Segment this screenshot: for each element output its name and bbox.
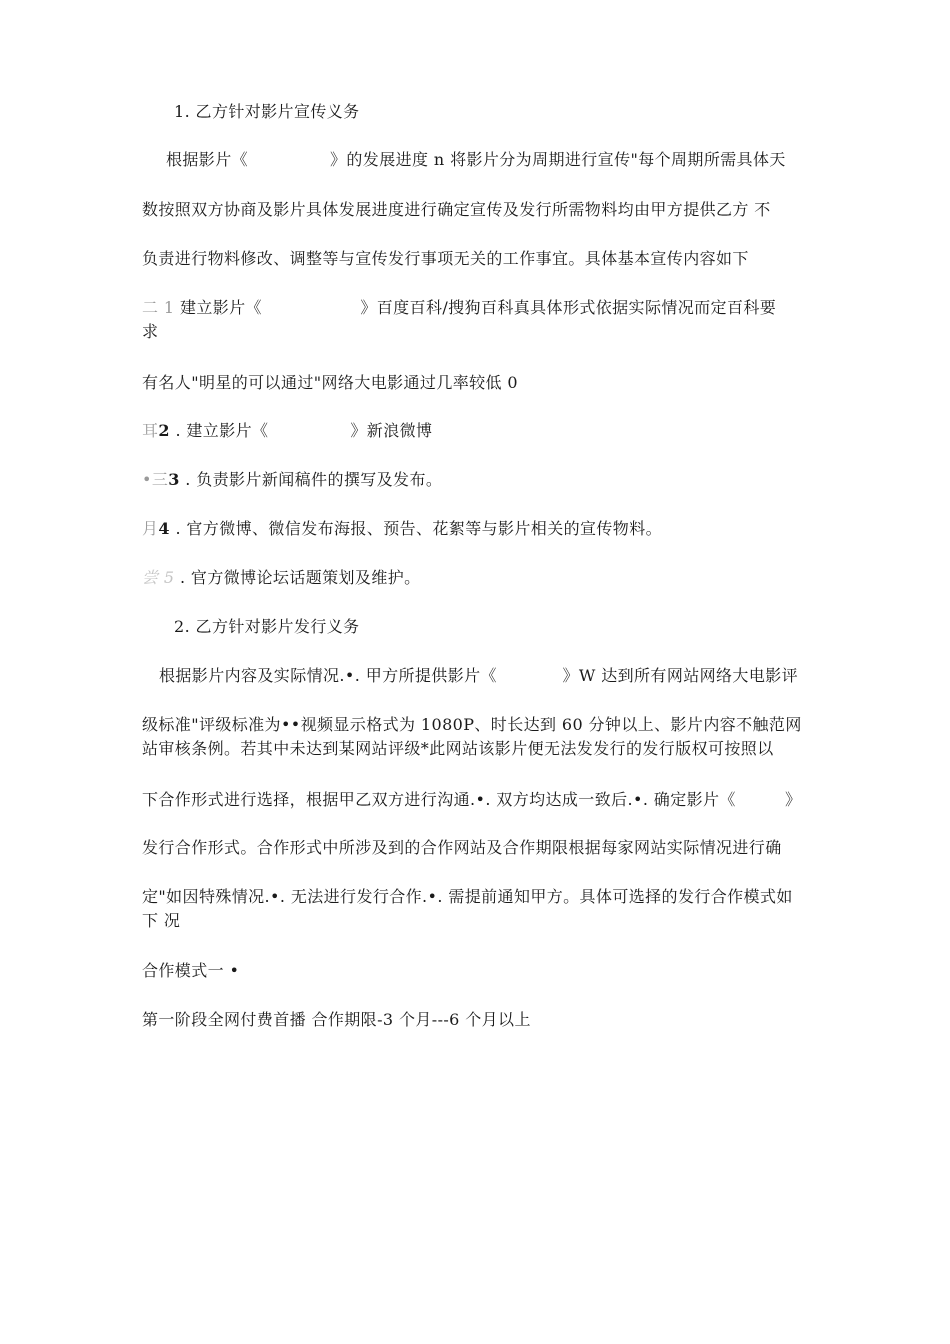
list-marker: 月	[142, 519, 159, 538]
list-number: 4	[158, 519, 170, 538]
list-item	[142, 296, 776, 344]
list-item	[142, 419, 432, 443]
list-item	[142, 517, 662, 541]
list-item	[142, 468, 442, 492]
paragraph-line: 站审核条例。若其中未达到某网站评级*此网站该影片便无法发发行的发行版权可按照以	[142, 739, 774, 758]
list-marker: •三	[142, 470, 169, 489]
list-item-text: . 官方微博论坛话题策划及维护。	[174, 568, 421, 587]
paragraph-line: 负责进行物料修改、调整等与宣传发行事项无关的工作事宜。具体基本宣传内容如下	[142, 249, 749, 268]
paragraph-block	[142, 713, 802, 761]
list-item	[142, 566, 421, 590]
list-marker: 尝 5	[142, 568, 175, 587]
list-number: 3	[168, 470, 180, 489]
paragraph-block	[142, 885, 793, 933]
paragraph-line: 第一阶段全网付费首播 合作期限-3 个月---6 个月以上	[142, 1010, 531, 1029]
list-item-text: . 负责影片新闻稿件的撰写及发布。	[179, 470, 443, 489]
list-item-text: . 建立影片《 》新浪微博	[169, 421, 433, 440]
section-heading-1: 1. 乙方针对影片宣传义务	[174, 102, 360, 121]
paragraph-line: 发行合作形式。合作形式中所涉及到的合作网站及合作期限根据每家网站实际情况进行确	[142, 838, 782, 857]
list-marker: 耳	[142, 421, 159, 440]
paragraph-line: 合作模式一 •	[142, 961, 240, 980]
section-heading-2: 2. 乙方针对影片发行义务	[174, 617, 360, 636]
paragraph-line: 下合作形式进行选择，根据甲乙双方进行沟通.•. 双方均达成一致后.•. 确定影片《 》	[142, 790, 802, 809]
paragraph-line: 下 况	[142, 911, 181, 930]
list-number: 2	[158, 421, 170, 440]
list-item-wrap: 求	[142, 322, 159, 341]
paragraph-line: 级标准"评级标准为••视频显示格式为 1080P、时长达到 60 分钟以上、影片内容不触范网	[142, 715, 802, 734]
paragraph-line: 数按照双方协商及影片具体发展进度进行确定宣传及发行所需物料均由甲方提供乙方 不	[142, 200, 771, 219]
list-item-text: . 官方微博、微信发布海报、预告、花絮等与影片相关的宣传物料。	[169, 519, 663, 538]
paragraph-line: 有名人"明星的可以通过"网络大电影通过几率较低 0	[142, 373, 518, 392]
paragraph-line: 定"如因特殊情况.•. 无法进行发行合作.•. 需提前通知甲方。具体可选择的发行合作模式如	[142, 887, 793, 906]
paragraph-line: 根据影片内容及实际情况.•. 甲方所提供影片《 》W 达到所有网站网络大电影评	[159, 666, 799, 685]
list-marker: 二 1	[142, 298, 175, 317]
paragraph-line: 根据影片《 》的发展进度 n 将影片分为周期进行宣传"每个周期所需具体天	[166, 150, 786, 169]
list-item-text: 建立影片《 》百度百科/搜狗百科真具体形式依据实际情况而定百科要	[174, 298, 777, 317]
